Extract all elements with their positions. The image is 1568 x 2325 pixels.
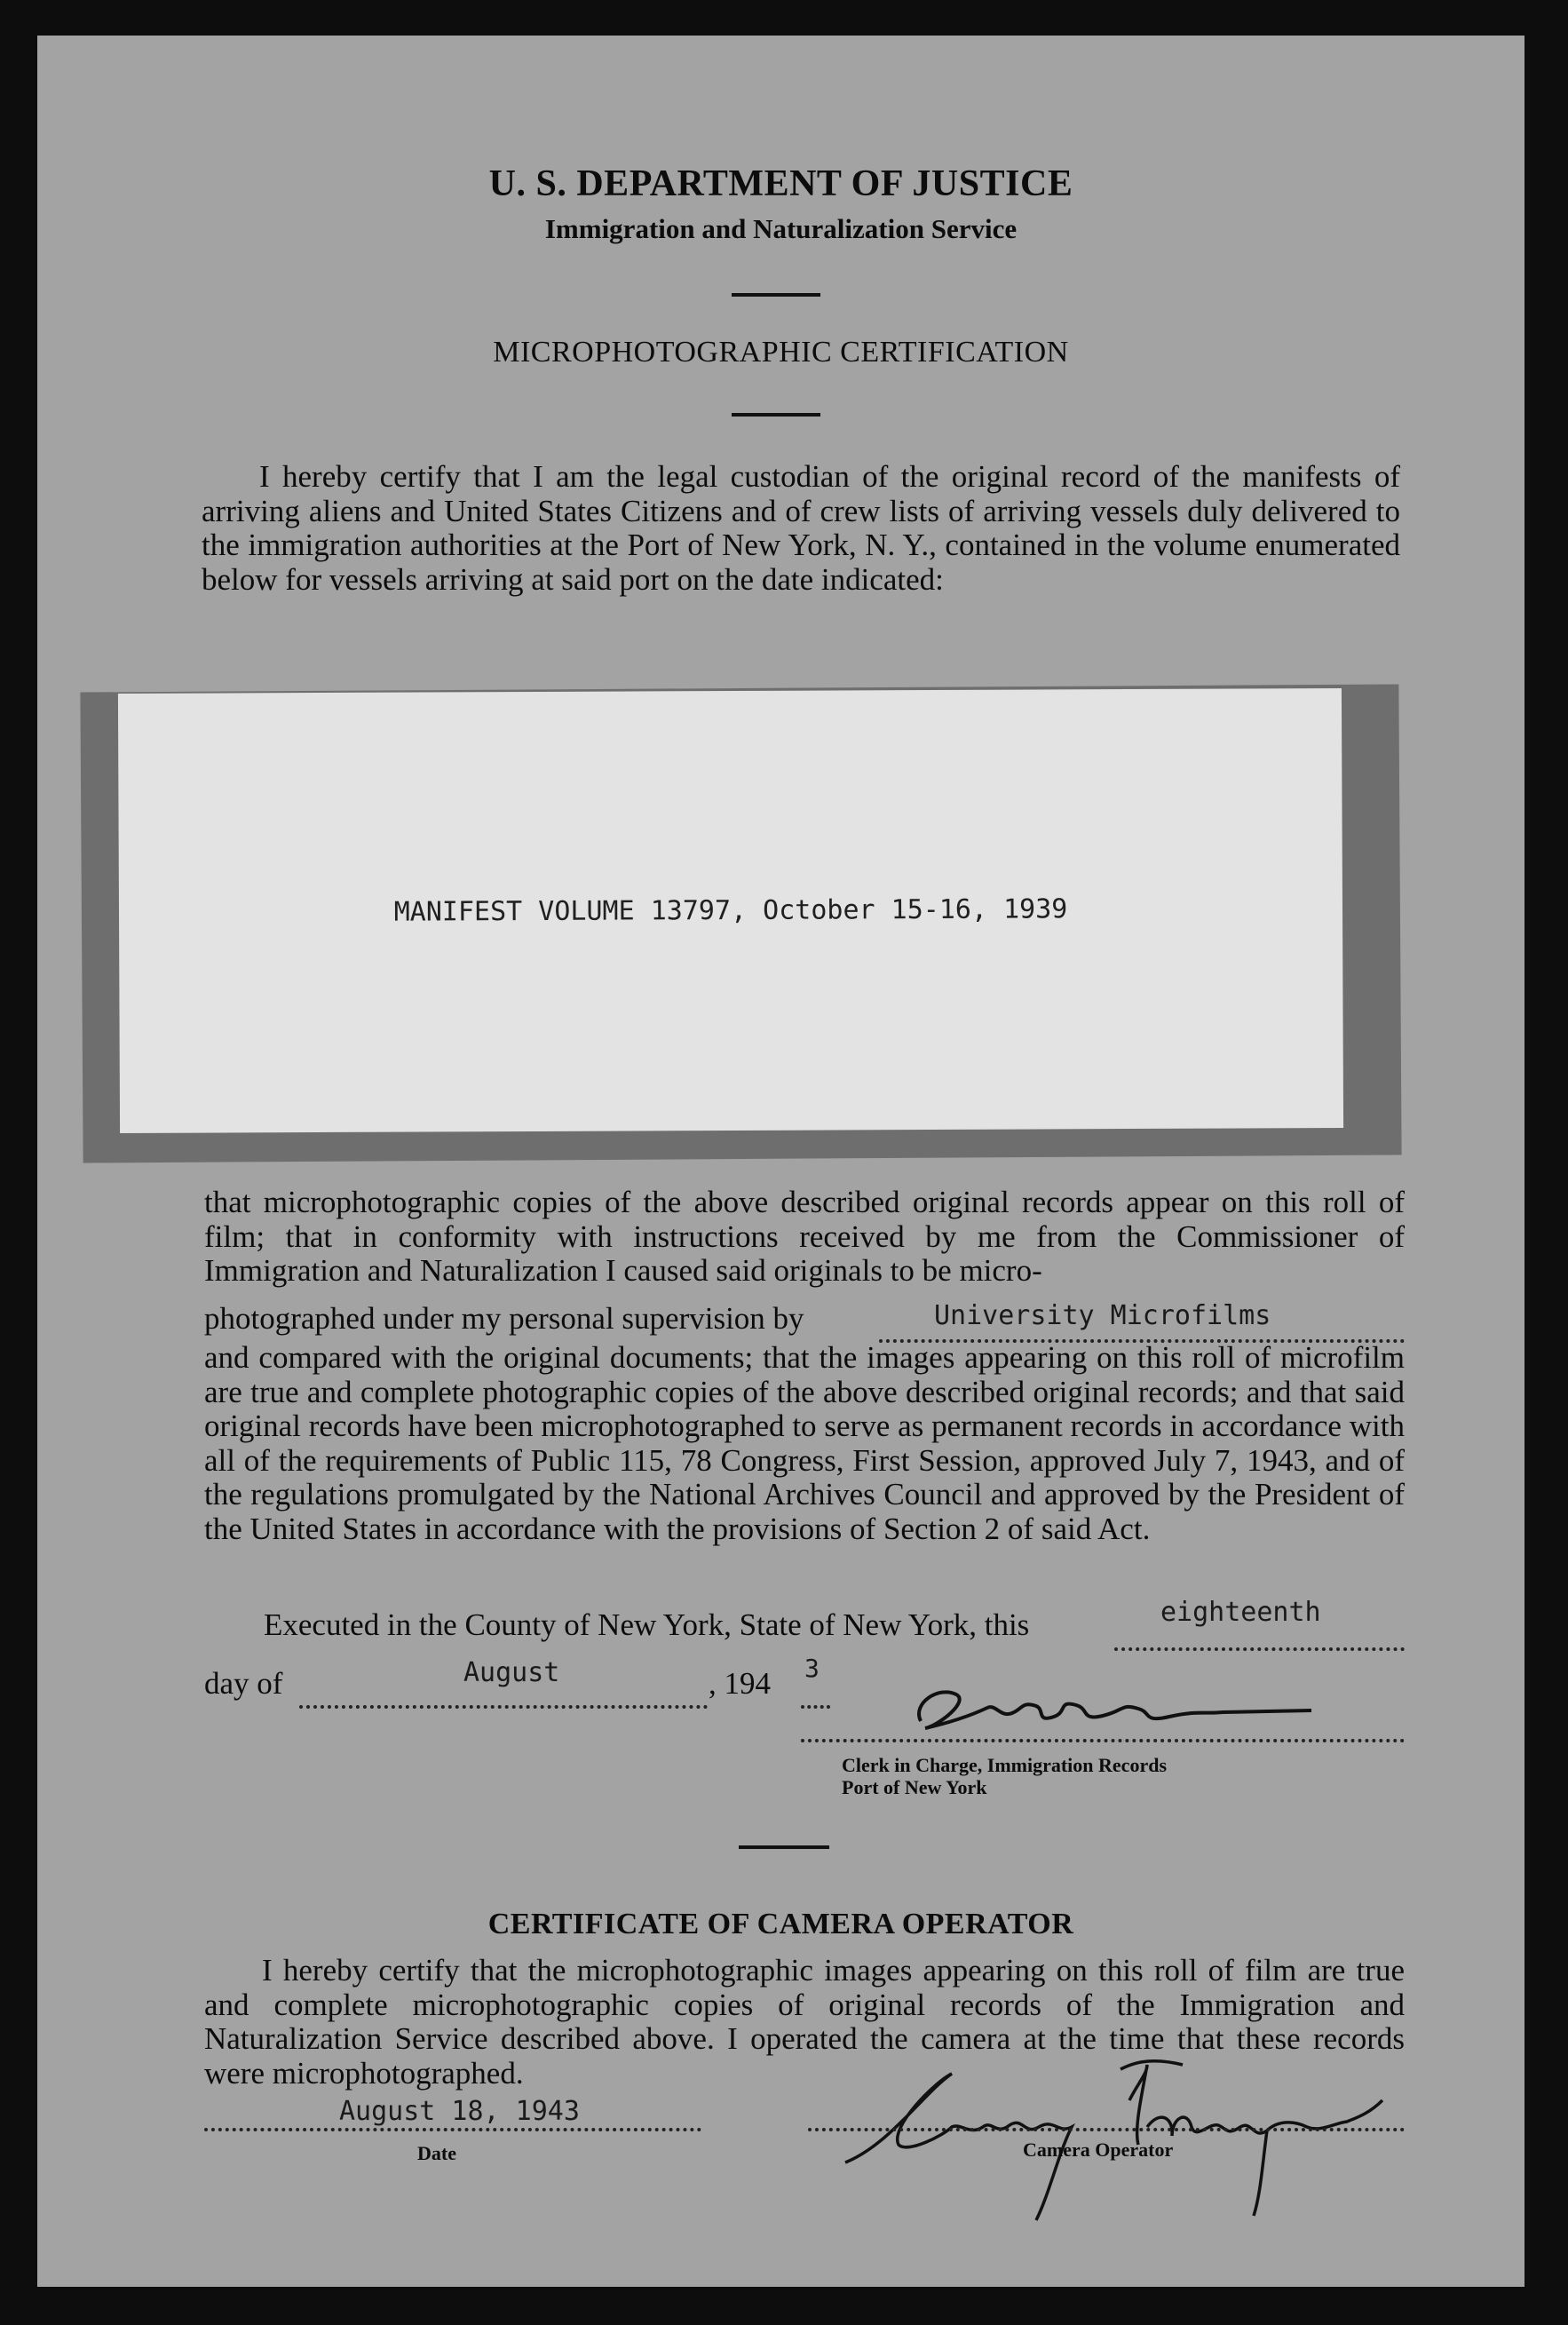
day-dotted-line [1114, 1647, 1405, 1651]
form-title: MICROPHOTOGRAPHIC CERTIFICATION [493, 336, 1069, 369]
day-of-label: day of [204, 1666, 283, 1701]
supervision-line [204, 1301, 804, 1337]
camera-operator-label: Camera Operator [1023, 2139, 1174, 2161]
department-heading: U. S. DEPARTMENT OF JUSTICE [488, 163, 1073, 204]
certificate-sheet [37, 36, 1524, 2287]
clerk-title [842, 1754, 1167, 1798]
clerk-title-line1: Clerk in Charge, Immigration Records [842, 1754, 1168, 1776]
clerk-signature-line [801, 1739, 1405, 1742]
divider [739, 1845, 829, 1849]
body-paragraph-top [204, 1186, 1405, 1289]
month-value: August [463, 1657, 560, 1688]
date-label: Date [417, 2142, 456, 2164]
camera-operator-signature-line [808, 2128, 1405, 2131]
year-dotted-line [801, 1705, 830, 1709]
camera-operator-heading: CERTIFICATE OF CAMERA OPERATOR [487, 1908, 1074, 1940]
date-dotted-line [204, 2128, 701, 2131]
executed-label: Executed in the County of New York, State of New York, this [264, 1607, 1030, 1642]
divider [732, 293, 820, 297]
manifest-volume-text: MANIFEST VOLUME 13797, October 15-16, 1939 [393, 893, 1068, 928]
manifest-slip [118, 688, 1343, 1133]
date-value: August 18, 1943 [339, 2096, 580, 2127]
intro-paragraph [202, 460, 1400, 597]
clerk-signature [903, 1677, 1365, 1739]
month-dotted-line [299, 1705, 708, 1709]
body-paragraph-bottom [204, 1341, 1405, 1546]
executed-line [264, 1607, 1029, 1643]
service-subheading: Immigration and Naturalization Service [544, 213, 1018, 244]
year-prefix: , 194 [709, 1666, 771, 1701]
body-text-top: that microphotographic copies of the above described original records appear on this roll of film; that in conformity with instructions received by me from the Commissioner of Immigration and Naturalization I caused said originals to be micro- [204, 1185, 1405, 1288]
body-text-bottom: and compared with the original documents; that the images appearing on this roll of microfilm are true and complete photographic copies of the above described original records; and that said original records have been microphotographed to serve as permanent records in accordance with all of the requirements of Public 115, 78 Congress, First Session, approved July 7, 1943, and of the regulations promulgated by the National Archives Council and approved by the President of the United States in accordance with the provisions of Section 2 of said Act. [204, 1340, 1405, 1546]
supervision-label: photographed under my personal supervision by [204, 1301, 804, 1336]
divider [732, 413, 820, 417]
photographer-value: University Microfilms [934, 1300, 1271, 1331]
camera-operator-text: I hereby certify that the microphotographic images appearing on this roll of film are true and complete microphotographic copies of original records of the Immigration and Naturalization Service described above. I operated the camera at the time that these records were microphotographed. [204, 1953, 1405, 2091]
year-digit: 3 [804, 1654, 820, 1683]
clerk-title-line2: Port of New York [842, 1776, 987, 1798]
day-value: eighteenth [1160, 1597, 1321, 1628]
camera-operator-signature [836, 2038, 1405, 2225]
intro-text: I hereby certify that I am the legal custodian of the original record of the manifests of arriving aliens and United States Citizens and of crew lists of arriving vessels duly delivered to the immigration authorities at the Port of New York, N. Y., contained in the volume enumerated below for vessels arriving at said port on the date indicated: [202, 459, 1400, 597]
